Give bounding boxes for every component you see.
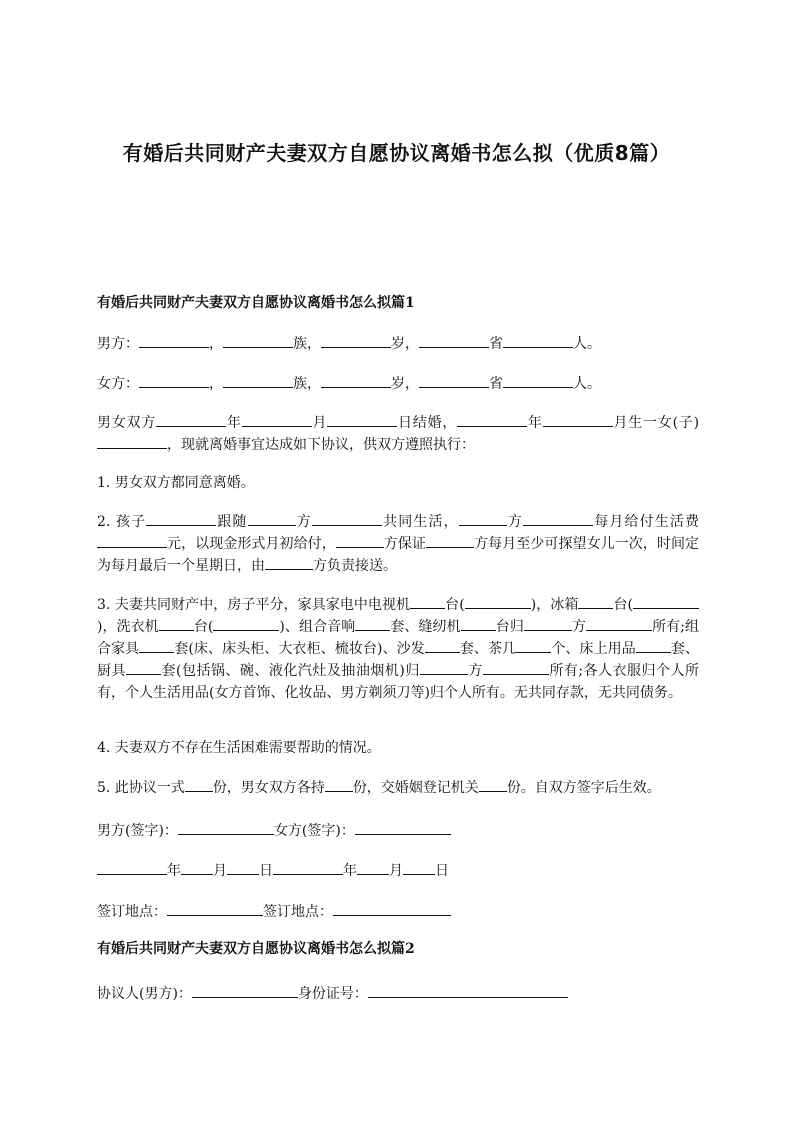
blank-field (181, 860, 213, 875)
clause-5: 5. 此协议一式 份，男女双方各持 份，交婚姻登记机关 份。自双方签字后生效。 (97, 777, 699, 799)
male-info-line: 男方： ， 族， 岁， 省 人。 (97, 333, 699, 355)
blank-field (516, 638, 551, 653)
blank-field (325, 777, 353, 792)
blank-field (578, 594, 613, 609)
blank-field (355, 616, 390, 631)
blank-field (156, 412, 226, 427)
blank-field (410, 594, 445, 609)
blank-field (312, 511, 382, 526)
signature-line: 男方(签字)： 女方(签字)： (97, 820, 699, 842)
section-heading-1: 有婚后共同财产夫妻双方自愿协议离婚书怎么拟篇1 (97, 295, 415, 311)
blank-field (248, 511, 296, 526)
blank-field (97, 533, 167, 548)
blank-field (223, 373, 293, 388)
clause-4: 4. 夫妻双方不存在生活困难需要帮助的情况。 (97, 740, 381, 756)
blank-field (213, 616, 279, 631)
blank-field (321, 373, 391, 388)
party-male-line: 协议人(男方)： 身份证号： (97, 983, 699, 1005)
blank-field (273, 860, 343, 875)
blank-field (503, 373, 573, 388)
blank-field (459, 511, 507, 526)
blank-field (321, 333, 391, 348)
blank-field (333, 901, 451, 916)
clause-2: 2. 孩子 跟随 方 共同生活， 方 每月给付生活费元，以现金形式月初给付， 方保证 方每月至少可探望女儿一次，时间定为每月最后一个星期日，由 方负责接送。 (97, 511, 699, 577)
blank-field (636, 638, 671, 653)
blank-field (523, 511, 593, 526)
blank-field (368, 983, 568, 998)
blank-field (426, 533, 474, 548)
blank-field (185, 777, 213, 792)
female-info-line: 女方： ， 族， 岁， 省 人。 (97, 373, 699, 395)
blank-field (139, 373, 209, 388)
blank-field (479, 777, 507, 792)
blank-field (633, 594, 699, 609)
place-line: 签订地点： 签订地点： (97, 901, 699, 923)
blank-field (139, 638, 174, 653)
blank-field (336, 533, 384, 548)
blank-field (97, 434, 167, 449)
blank-field (457, 412, 527, 427)
blank-field (543, 412, 613, 427)
marriage-paragraph: 男女双方 年 月 日结婚， 年 月生一女(子)，现就离婚事宜达成如下协议，供双方遵照执行： (97, 412, 699, 456)
blank-field (465, 594, 531, 609)
page-title: 有婚后共同财产夫妻双方自愿协议离婚书怎么拟（优质8篇） (122, 141, 671, 165)
blank-field (524, 616, 572, 631)
blank-field (327, 412, 397, 427)
blank-field (586, 616, 652, 631)
clause-1: 1. 男女双方都同意离婚。 (97, 475, 255, 491)
section-heading-2: 有婚后共同财产夫妻双方自愿协议离婚书怎么拟篇2 (97, 941, 415, 957)
blank-field (126, 660, 161, 675)
blank-field (265, 555, 313, 570)
blank-field (425, 638, 460, 653)
blank-field (159, 616, 194, 631)
blank-field (419, 373, 489, 388)
blank-field (139, 333, 209, 348)
blank-field (192, 983, 298, 998)
date-line: 年 月 日 年 月 日 (97, 860, 699, 882)
blank-field (355, 820, 451, 835)
blank-field (503, 333, 573, 348)
blank-field (483, 660, 549, 675)
blank-field (242, 412, 312, 427)
blank-field (420, 660, 468, 675)
clause-3: 3. 夫妻共同财产中，房子平分，家具家电中电视机 台( )，冰箱 台()，洗衣机 台( )、组合音响 套、缝纫机 台归 方 所有;组合家具 套(床、床头柜、大衣柜、梳妆台)、沙发 套、茶几 个、床上用品 套、厨具 套(包括锅、碗、液化汽灶及抽油烟机)归 方 所有;各人衣服归个人所有，个人生活用品(女方首饰、化妆品、男方剃须刀等)归个人所有。无共同存款，无共同债务。 (97, 594, 699, 704)
blank-field (403, 860, 435, 875)
blank-field (146, 511, 216, 526)
blank-field (178, 820, 274, 835)
blank-field (419, 333, 489, 348)
blank-field (357, 860, 389, 875)
blank-field (461, 616, 496, 631)
blank-field (167, 901, 263, 916)
blank-field (227, 860, 259, 875)
blank-field (223, 333, 293, 348)
blank-field (97, 860, 167, 875)
